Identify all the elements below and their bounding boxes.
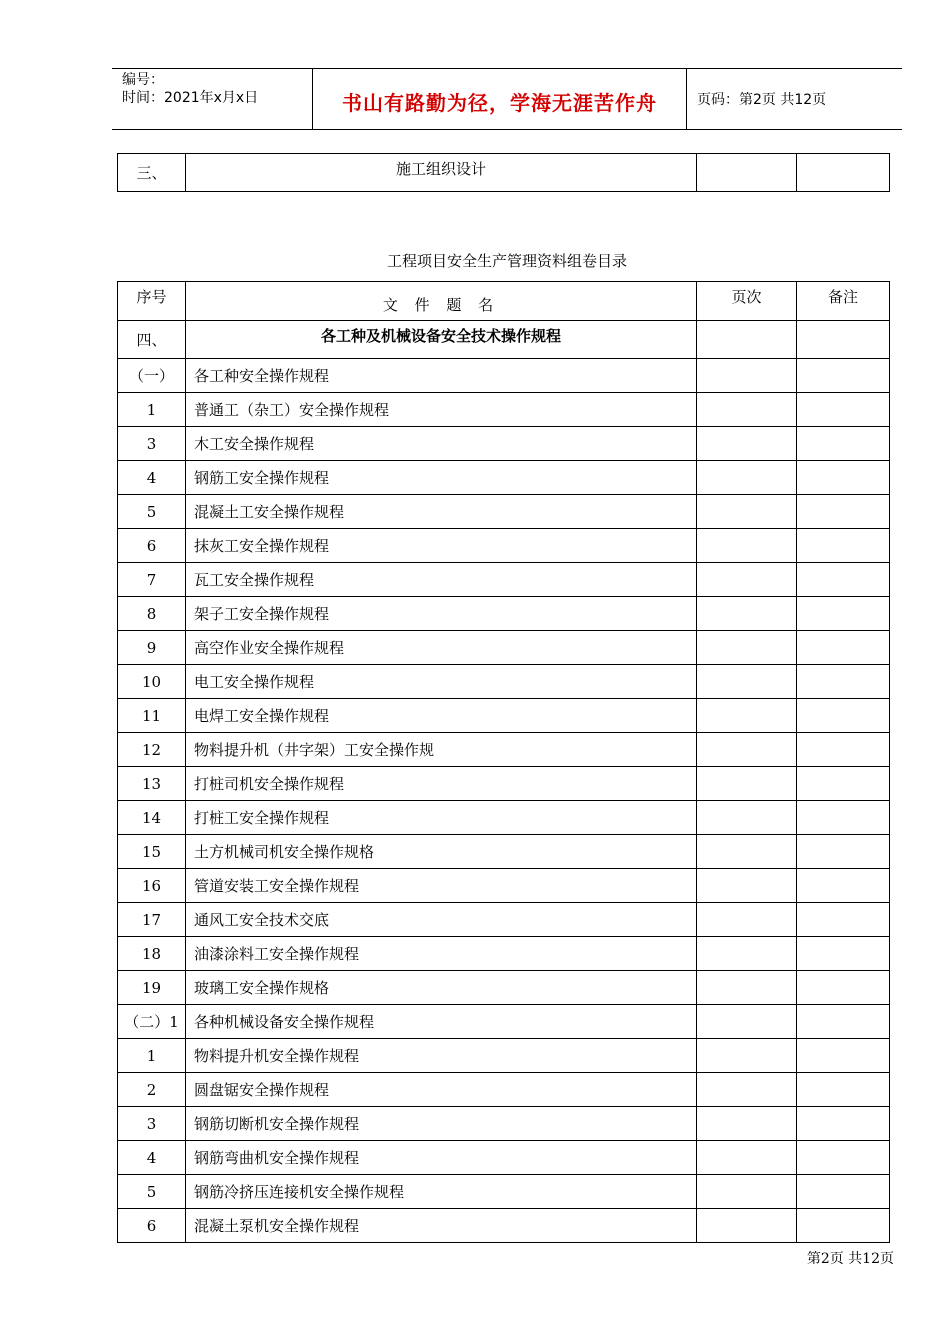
- table-row: [118, 801, 890, 835]
- page-cell: [697, 427, 797, 461]
- page-cell: [697, 937, 797, 971]
- table-caption: 工程项目安全生产管理资料组卷目录: [386, 252, 627, 270]
- note-cell: [797, 563, 890, 597]
- table-row: [118, 597, 890, 631]
- page-cell: [697, 869, 797, 903]
- note-cell: [797, 1209, 890, 1243]
- row-file-title: 各工种安全操作规程: [186, 359, 697, 393]
- row-number: 6: [118, 529, 186, 563]
- row-file-title: 物料提升机（井字架）工安全操作规: [186, 733, 697, 767]
- row-number: 12: [118, 733, 186, 767]
- row-number: 19: [118, 971, 186, 1005]
- row-number: 15: [118, 835, 186, 869]
- page-cell: [697, 461, 797, 495]
- row-file-title: 架子工安全操作规程: [186, 597, 697, 631]
- table-row: [118, 903, 890, 937]
- row-number: 7: [118, 563, 186, 597]
- row-file-title: 玻璃工安全操作规格: [186, 971, 697, 1005]
- row-number: 2: [118, 1073, 186, 1107]
- row-file-title: 电焊工安全操作规程: [186, 699, 697, 733]
- note-cell: [797, 665, 890, 699]
- table-row: [118, 1107, 890, 1141]
- row-number: 14: [118, 801, 186, 835]
- row-number: 1: [118, 1039, 186, 1073]
- table-row: [118, 461, 890, 495]
- row-number: 6: [118, 1209, 186, 1243]
- note-cell: [797, 427, 890, 461]
- page-cell: [697, 563, 797, 597]
- note-cell: [797, 937, 890, 971]
- table-row: [118, 937, 890, 971]
- table-row: [118, 1175, 890, 1209]
- table-row: [118, 1141, 890, 1175]
- page-cell: [697, 631, 797, 665]
- note-cell: [797, 733, 890, 767]
- note-cell: [797, 1107, 890, 1141]
- page-cell: [697, 1039, 797, 1073]
- header-page-label: 页码：第2页 共12页: [697, 92, 827, 108]
- header-file-title: 文 件 题 名: [186, 282, 697, 321]
- page-cell: [697, 597, 797, 631]
- note-cell: [797, 631, 890, 665]
- table-row: [118, 971, 890, 1005]
- row-file-title: 混凝土泵机安全操作规程: [186, 1209, 697, 1243]
- row-file-title: 钢筋冷挤压连接机安全操作规程: [186, 1175, 697, 1209]
- table-row: [118, 631, 890, 665]
- note-cell: [797, 801, 890, 835]
- row-file-title: 抹灰工安全操作规程: [186, 529, 697, 563]
- note-cell: [797, 1073, 890, 1107]
- row-file-title: 瓦工安全操作规程: [186, 563, 697, 597]
- row-number: 9: [118, 631, 186, 665]
- table-row: [118, 154, 890, 192]
- row-file-title: 圆盘锯安全操作规程: [186, 1073, 697, 1107]
- row-file-title: 物料提升机安全操作规程: [186, 1039, 697, 1073]
- row-number: 5: [118, 1175, 186, 1209]
- note-cell: [797, 699, 890, 733]
- row-file-title: 各工种及机械设备安全技术操作规程: [186, 321, 697, 359]
- table-row: [118, 665, 890, 699]
- row-file-title: 电工安全操作规程: [186, 665, 697, 699]
- row-number: 3: [118, 1107, 186, 1141]
- page-cell: [697, 733, 797, 767]
- table-row: [118, 869, 890, 903]
- catalog-table: [117, 281, 890, 1243]
- note-cell: [797, 1005, 890, 1039]
- header-motto-cell: [312, 69, 687, 129]
- row-number: 18: [118, 937, 186, 971]
- row-number: 13: [118, 767, 186, 801]
- note-cell: [797, 495, 890, 529]
- page-cell: [697, 801, 797, 835]
- time-label: 时间：2021年x月x日: [122, 90, 259, 106]
- table-row: [118, 1005, 890, 1039]
- row-file-title: 打桩司机安全操作规程: [186, 767, 697, 801]
- row-number: 3: [118, 427, 186, 461]
- row-file-title: 油漆涂料工安全操作规程: [186, 937, 697, 971]
- row-file-title: 管道安装工安全操作规程: [186, 869, 697, 903]
- page-cell: [697, 529, 797, 563]
- table-row: [118, 393, 890, 427]
- note-cell: [797, 529, 890, 563]
- row-file-title: 木工安全操作规程: [186, 427, 697, 461]
- note-cell: [797, 597, 890, 631]
- header-motto: 书山有路勤为径，学海无涯苦作舟: [342, 91, 657, 115]
- note-cell: [797, 461, 890, 495]
- page-cell: [697, 359, 797, 393]
- page-cell: [697, 835, 797, 869]
- table-row: [118, 495, 890, 529]
- page-cell: [697, 393, 797, 427]
- header-page: 页次: [697, 282, 797, 321]
- page-cell: [697, 1005, 797, 1039]
- row-number: 16: [118, 869, 186, 903]
- section-three-table: [117, 153, 890, 192]
- note-cell: [797, 359, 890, 393]
- note-cell: [797, 971, 890, 1005]
- row-file-title: 高空作业安全操作规程: [186, 631, 697, 665]
- section-three-number: 三、: [118, 154, 186, 192]
- table-row: [118, 699, 890, 733]
- page-cell: [697, 154, 797, 192]
- note-cell: [797, 393, 890, 427]
- table-row: [118, 529, 890, 563]
- row-file-title: 普通工（杂工）安全操作规程: [186, 393, 697, 427]
- page-cell: [697, 971, 797, 1005]
- note-cell: [797, 903, 890, 937]
- page-cell: [697, 1073, 797, 1107]
- table-header-row: [118, 282, 890, 321]
- table-row: [118, 1039, 890, 1073]
- row-file-title: 钢筋弯曲机安全操作规程: [186, 1141, 697, 1175]
- row-number: 4: [118, 461, 186, 495]
- table-row: [118, 1209, 890, 1243]
- note-cell: [797, 835, 890, 869]
- note-cell: [797, 767, 890, 801]
- row-number: （二）1: [118, 1005, 186, 1039]
- page-cell: [697, 1107, 797, 1141]
- note-cell: [797, 1175, 890, 1209]
- table-row: [118, 359, 890, 393]
- row-number: 1: [118, 393, 186, 427]
- row-number: 8: [118, 597, 186, 631]
- header-note: 备注: [797, 282, 890, 321]
- page-cell: [697, 495, 797, 529]
- page-cell: [697, 903, 797, 937]
- row-number: 4: [118, 1141, 186, 1175]
- row-file-title: 钢筋工安全操作规程: [186, 461, 697, 495]
- row-number: 11: [118, 699, 186, 733]
- row-number: 四、: [118, 321, 186, 359]
- code-label: 编号：: [122, 72, 164, 88]
- header-number: 序号: [118, 282, 186, 321]
- note-cell: [797, 1141, 890, 1175]
- row-number: 10: [118, 665, 186, 699]
- page-footer: 第2页 共12页: [806, 1251, 894, 1267]
- note-cell: [797, 1039, 890, 1073]
- row-number: 5: [118, 495, 186, 529]
- table-row: [118, 1073, 890, 1107]
- page-cell: [697, 1175, 797, 1209]
- page-cell: [697, 321, 797, 359]
- row-file-title: 土方机械司机安全操作规格: [186, 835, 697, 869]
- row-file-title: 通风工安全技术交底: [186, 903, 697, 937]
- row-file-title: 钢筋切断机安全操作规程: [186, 1107, 697, 1141]
- row-file-title: 各种机械设备安全操作规程: [186, 1005, 697, 1039]
- note-cell: [797, 321, 890, 359]
- header-meta: [112, 69, 312, 129]
- page-cell: [697, 1209, 797, 1243]
- section-three-title: 施工组织设计: [186, 154, 697, 192]
- page-header: [112, 68, 902, 130]
- page-cell: [697, 665, 797, 699]
- row-file-title: 混凝土工安全操作规程: [186, 495, 697, 529]
- row-number: 17: [118, 903, 186, 937]
- note-cell: [797, 154, 890, 192]
- row-file-title: 打桩工安全操作规程: [186, 801, 697, 835]
- table-row: [118, 427, 890, 461]
- page-cell: [697, 699, 797, 733]
- table-row: [118, 563, 890, 597]
- table-row: [118, 733, 890, 767]
- page-cell: [697, 1141, 797, 1175]
- table-row: [118, 321, 890, 359]
- row-number: （一）: [118, 359, 186, 393]
- note-cell: [797, 869, 890, 903]
- table-row: [118, 767, 890, 801]
- table-row: [118, 835, 890, 869]
- page-cell: [697, 767, 797, 801]
